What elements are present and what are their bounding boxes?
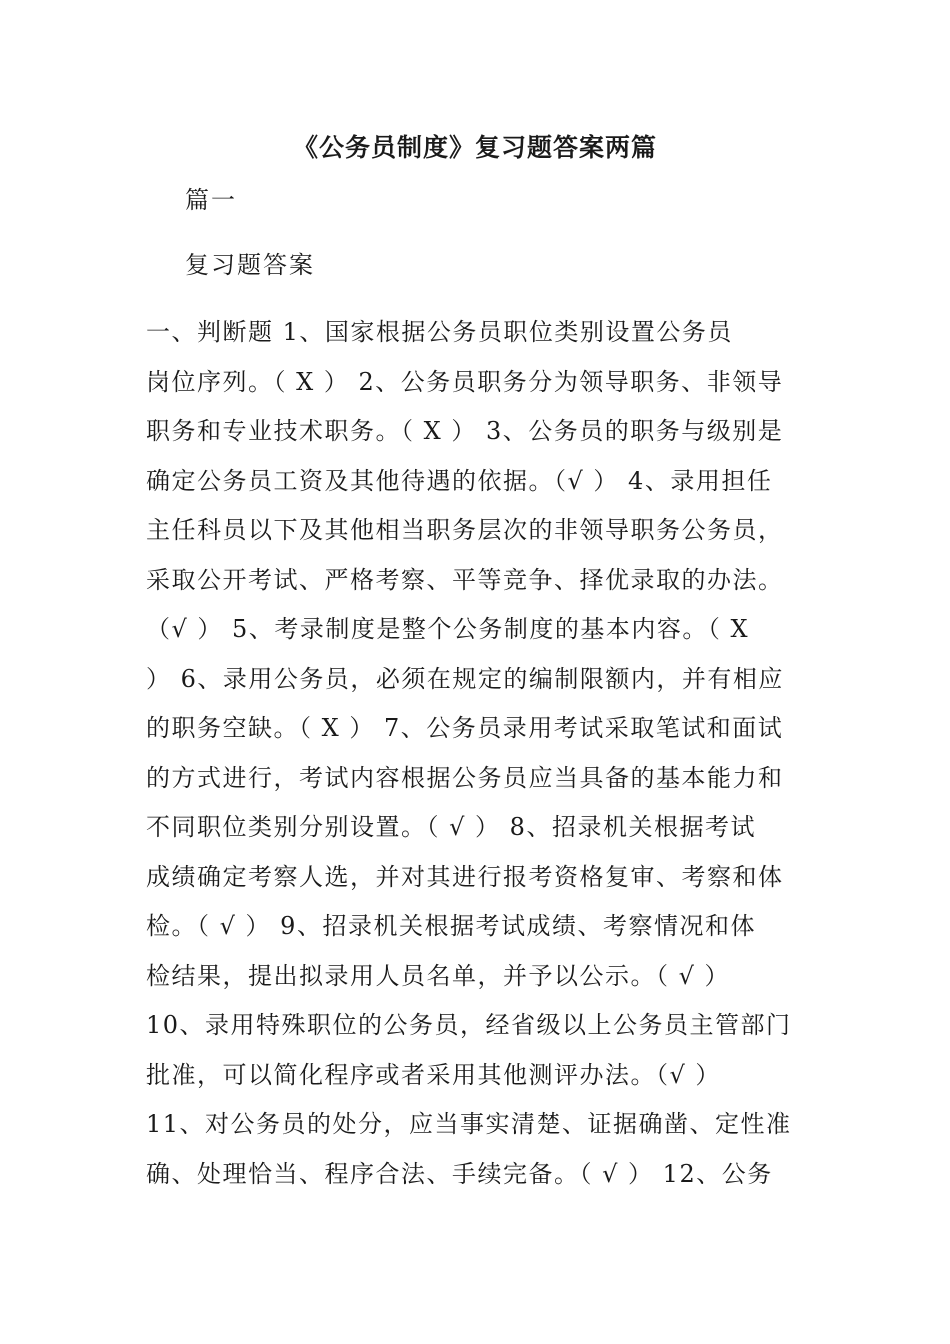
body-line: （√ ） 5、考录制度是整个公务制度的基本内容。（ X bbox=[146, 615, 750, 643]
body-line: 一、判断题 1、国家根据公务员职位类别设置公务员 bbox=[146, 318, 733, 346]
document-title: 《公务员制度》复习题答案两篇 bbox=[292, 133, 657, 162]
subsection-label: 复习题答案 bbox=[185, 251, 315, 279]
body-line: 主任科员以下及其他相当职务层次的非领导职务公务员， bbox=[146, 516, 784, 544]
body-line: 检。（ √ ） 9、招录机关根据考试成绩、考察情况和体 bbox=[146, 912, 756, 940]
body-line: 不同职位类别分别设置。（ √ ） 8、招录机关根据考试 bbox=[146, 813, 756, 841]
body-line: 成绩确定考察人选，并对其进行报考资格复审、考察和体 bbox=[146, 862, 784, 891]
body-line: ） 6、录用公务员，必须在规定的编制限额内，并有相应 bbox=[146, 664, 784, 693]
body-line: 职务和专业技术职务。（ X ） 3、公务员的职务与级别是 bbox=[146, 417, 784, 445]
body-text bbox=[146, 308, 806, 1199]
body-line: 10、录用特殊职位的公务员，经省级以上公务员主管部门 bbox=[146, 1011, 792, 1039]
body-line: 岗位序列。（ X ） 2、公务员职务分为领导职务、非领导 bbox=[146, 367, 784, 396]
section-label: 篇一 bbox=[185, 186, 237, 214]
body-line: 采取公开考试、严格考察、平等竞争、择优录取的办法。 bbox=[146, 565, 784, 594]
body-line: 确、处理恰当、程序合法、手续完备。（ √ ） 12、公务 bbox=[146, 1159, 773, 1188]
body-line: 批准，可以简化程序或者采用其他测评办法。（√ ） bbox=[146, 1060, 721, 1089]
body-line: 的职务空缺。（ X ） 7、公务员录用考试采取笔试和面试 bbox=[146, 714, 784, 742]
body-line: 的方式进行，考试内容根据公务员应当具备的基本能力和 bbox=[146, 763, 784, 792]
body-line: 检结果，提出拟录用人员名单，并予以公示。（ √ ） bbox=[146, 961, 731, 990]
body-line: 确定公务员工资及其他待遇的依据。（√ ） 4、录用担任 bbox=[146, 466, 773, 495]
body-line: 11、对公务员的处分，应当事实清楚、证据确凿、定性准 bbox=[146, 1110, 792, 1138]
